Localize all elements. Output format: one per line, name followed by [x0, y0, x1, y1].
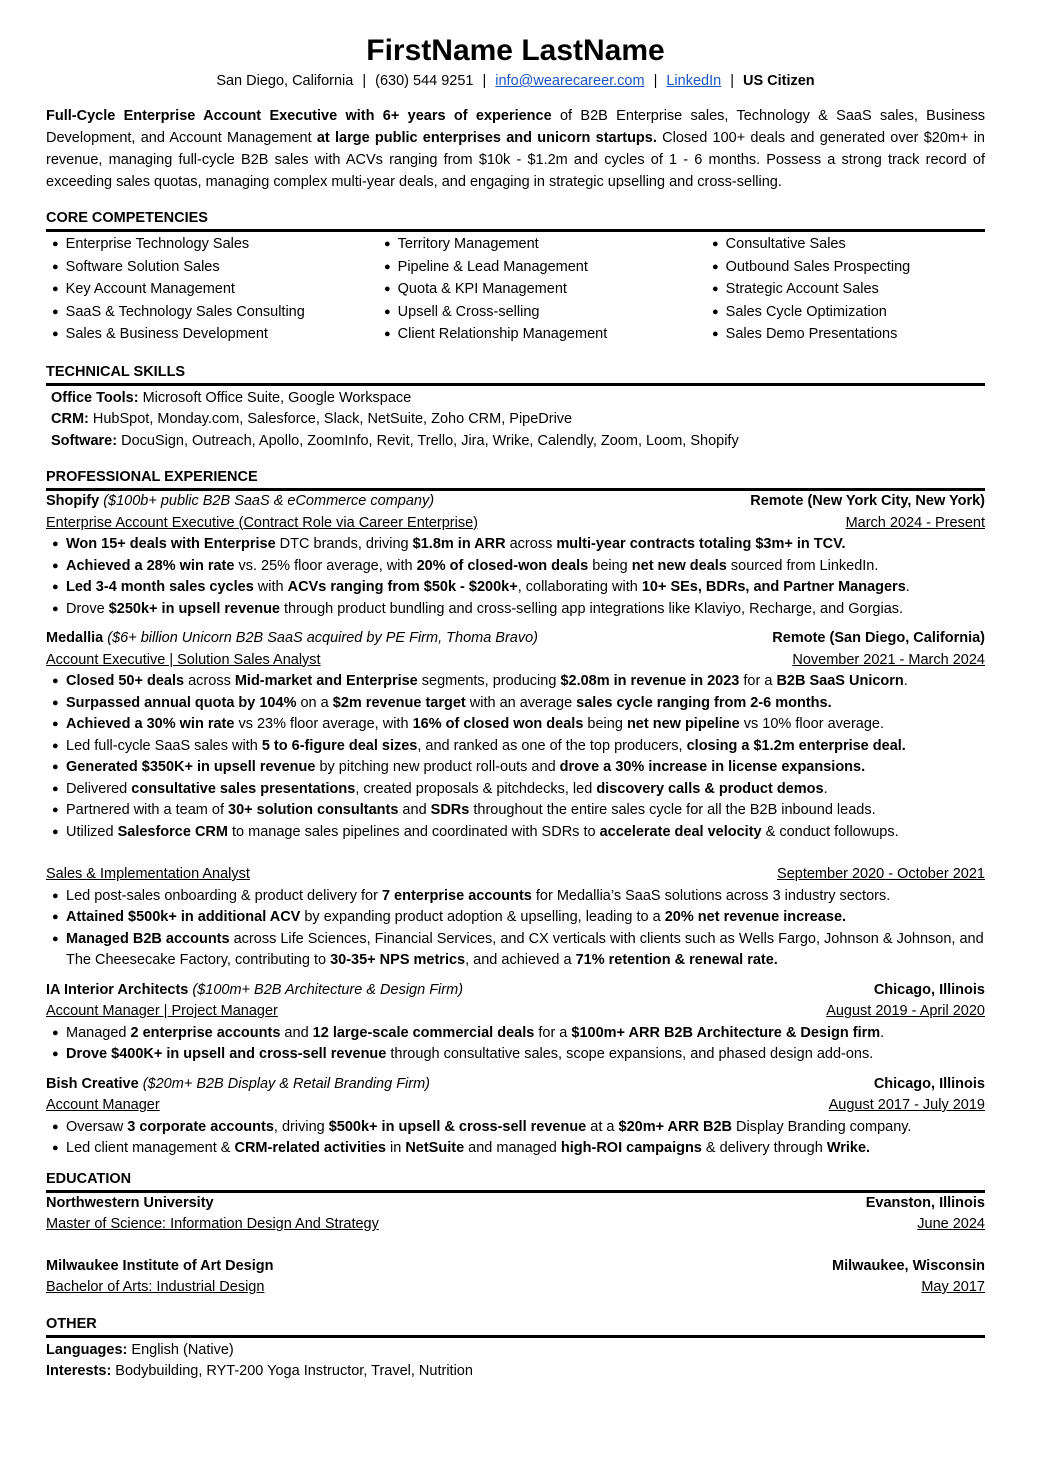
bullet-text: through consultative sales, scope expansions, and phased design add-ons. [386, 1046, 874, 1062]
bullet-text: DTC brands, driving [275, 536, 413, 552]
bullet-text: , and achieved a [465, 952, 576, 968]
bullet-text: with an average [465, 694, 577, 711]
email-link[interactable]: info@wearecareer.com [495, 73, 645, 89]
competency-item: ● Enterprise Technology Sales [52, 234, 384, 257]
bullet-text: being [583, 716, 627, 732]
section-heading: OTHER [46, 1314, 985, 1338]
bullet-text: across Life Sciences, Financial Services, and CX verticals with clients such as Wells Fargo, Johnson & Johnson, and The Cheesecake Factory, contributing to [66, 930, 984, 968]
skill-value: HubSpot, Monday.com, Salesforce, Slack, NetSuite, Zoho CRM, PipeDrive [88, 411, 573, 427]
job-entry [46, 1074, 985, 1160]
competency-item: ● Quota & KPI Management [384, 279, 712, 302]
bullet-emphasis: Wrike. [826, 1140, 871, 1156]
company-description: ($100m+ B2B Architecture & Design Firm) [192, 981, 464, 998]
bullet-item [66, 671, 985, 693]
summary-emphasis: Full-Cycle Enterprise Account Executive with 6+ years of experience [46, 108, 552, 124]
bullet-item [66, 886, 985, 908]
company-description: ($6+ billion Unicorn B2B SaaS acquired by PE Firm, Thoma Bravo) [107, 630, 539, 646]
bullet-emphasis: SDRs [430, 802, 470, 818]
degree-row [46, 1214, 985, 1236]
job-title: Account Manager | Project Manager [46, 1003, 278, 1019]
other-list [46, 1340, 985, 1383]
bullet-emphasis: 30-35+ NPS metrics [330, 952, 466, 968]
bullet-emphasis: Won 15+ deals with Enterprise [66, 536, 276, 552]
bullet-emphasis: 12 large-scale commercial deals [312, 1024, 535, 1041]
company-line [46, 1074, 430, 1096]
competency-item: ● Consultative Sales [712, 234, 910, 257]
bullet-emphasis: Surpassed annual quota by 104% [66, 694, 297, 711]
bullet-item [66, 1023, 985, 1045]
bullet-emphasis: 20% net revenue increase. [664, 909, 847, 925]
bullet-emphasis: 10+ SEs, BDRs, and Partner Managers [641, 579, 906, 595]
job-title: Account Executive | Solution Sales Analyst [46, 651, 321, 668]
job-dates: August 2017 - July 2019 [828, 1097, 985, 1113]
company-row [46, 980, 985, 1002]
summary-text: of B2B Enterprise sales, Technology & SaaS sales, Business Development, and Account Management [46, 108, 986, 146]
bullet-item [66, 556, 985, 578]
bullet-item [66, 577, 985, 599]
competency-item: ● Sales Demo Presentations [712, 324, 910, 347]
contact-line [46, 71, 985, 91]
school-row [46, 1256, 985, 1278]
other-label: Interests: [46, 1363, 112, 1379]
degree-date: June 2024 [917, 1216, 985, 1232]
separator: | [730, 73, 734, 89]
bullet-text: throughout the entire sales cycle for all the B2B inbound leads. [469, 802, 876, 818]
competency-item: ● Territory Management [384, 234, 712, 257]
bullet-list [46, 1117, 985, 1160]
job-location: Chicago, Illinois [873, 981, 985, 998]
skill-value: DocuSign, Outreach, Apollo, ZoomInfo, Revit, Trello, Jira, Wrike, Calendly, Zoom, Loom, Shopify [117, 432, 739, 449]
bullet-emphasis: Mid-market and Enterprise [234, 673, 418, 689]
job-entry [46, 628, 985, 972]
education-section [46, 1169, 985, 1299]
skill-line [51, 388, 985, 410]
bullet-emphasis: Achieved a 30% win rate [66, 716, 235, 732]
bullet-text: at a [586, 1118, 619, 1135]
bullet-text: Managed [66, 1024, 131, 1041]
bullet-list [46, 671, 985, 843]
job-title: Sales & Implementation Analyst [46, 866, 250, 882]
competency-item: ● Sales & Business Development [52, 324, 384, 347]
bullet-text: vs 10% floor average. [739, 716, 885, 732]
bullet-text: . [823, 780, 828, 797]
bullet-emphasis: $250k+ in upsell revenue [108, 600, 280, 617]
school-row [46, 1193, 985, 1215]
company-line [46, 980, 463, 1002]
bullet-emphasis: $100m+ ARR B2B Architecture & Design firm [571, 1024, 881, 1041]
school-name: Northwestern University [46, 1194, 214, 1211]
location-text: San Diego, California [216, 73, 354, 89]
degree-date: May 2017 [921, 1279, 985, 1295]
bullet-emphasis: $1.8m in ARR [412, 536, 506, 552]
bullet-emphasis: CRM-related activities [234, 1140, 386, 1156]
bullet-text: and [398, 802, 431, 818]
bullet-text: , collaborating with [517, 579, 642, 595]
bullet-emphasis: sales cycle ranging from 2-6 months. [576, 694, 832, 711]
role-row [46, 1001, 985, 1023]
role-row [46, 1095, 985, 1117]
bullet-text: Oversaw [66, 1118, 128, 1135]
bullet-text: with [253, 579, 288, 595]
company-row [46, 491, 985, 513]
bullet-text: & conduct followups. [761, 823, 899, 840]
school-location: Evanston, Illinois [865, 1194, 985, 1211]
degree-name: Bachelor of Arts: Industrial Design [46, 1279, 265, 1295]
bullet-text: , driving [273, 1118, 329, 1135]
competencies-column [384, 234, 712, 347]
bullet-text: across [184, 673, 235, 689]
bullet-text: Led client management & [66, 1140, 235, 1156]
bullet-emphasis: Closed 50+ deals [66, 673, 185, 689]
school-location: Milwaukee, Wisconsin [832, 1257, 985, 1274]
bullet-emphasis: 3 corporate accounts [127, 1118, 274, 1135]
bullet-emphasis: discovery calls & product demos [596, 780, 824, 797]
company-description: ($20m+ B2B Display & Retail Branding Firm) [142, 1075, 431, 1092]
bullet-text: & delivery through [701, 1140, 827, 1156]
linkedin-link[interactable]: LinkedIn [666, 73, 722, 89]
bullet-text: for Medallia’s SaaS solutions across 3 industry sectors. [531, 887, 891, 904]
company-name: IA Interior Architects [46, 981, 189, 998]
bullet-item [66, 714, 985, 736]
bullet-text: . [905, 579, 910, 595]
bullet-text: and managed [464, 1140, 561, 1156]
job-entry [46, 491, 985, 620]
skill-value: Microsoft Office Suite, Google Workspace [138, 389, 412, 406]
bullet-text: by pitching new product roll-outs and [315, 759, 560, 775]
bullet-emphasis: Achieved a 28% win rate [66, 557, 235, 574]
bullet-item [66, 534, 985, 556]
other-value: English (Native) [127, 1341, 234, 1358]
company-description: ($100b+ public B2B SaaS & eCommerce company) [103, 493, 435, 509]
bullet-emphasis: $500k+ in upsell & cross-sell revenue [328, 1118, 587, 1135]
competencies-grid [46, 234, 985, 347]
bullet-item [66, 779, 985, 801]
bullet-item [66, 757, 985, 779]
competency-item: ● SaaS & Technology Sales Consulting [52, 302, 384, 325]
bullet-item [66, 907, 985, 929]
bullet-emphasis: $2m revenue target [332, 694, 466, 711]
candidate-name: FirstName LastName [366, 34, 665, 67]
summary-emphasis: at large public enterprises and unicorn startups. [316, 130, 657, 146]
bullet-item [66, 1117, 985, 1139]
languages-line [46, 1340, 985, 1362]
competency-item: ● Strategic Account Sales [712, 279, 910, 302]
bullet-text: , and ranked as one of the top producers, [417, 737, 687, 754]
job-dates: September 2020 - October 2021 [777, 866, 985, 882]
bullet-emphasis: closing a $1.2m enterprise deal. [686, 737, 906, 754]
bullet-emphasis: Generated $350K+ in upsell revenue [66, 759, 316, 775]
bullet-emphasis: Drove $400K+ in upsell and cross-sell revenue [66, 1046, 387, 1062]
competency-item: ● Software Solution Sales [52, 257, 384, 280]
skills-section [46, 362, 985, 453]
bullet-text: for a [739, 673, 777, 689]
separator: | [482, 73, 487, 89]
summary-paragraph [46, 105, 985, 193]
section-heading: EDUCATION [46, 1169, 985, 1193]
company-line [46, 491, 434, 513]
bullet-emphasis: 71% retention & renewal rate. [575, 952, 778, 968]
bullet-text: being [588, 557, 632, 574]
experience-section [46, 467, 985, 1160]
bullet-emphasis: consultative sales presentations [131, 780, 356, 797]
bullet-text: in [385, 1140, 406, 1156]
other-section [46, 1314, 985, 1383]
bullet-emphasis: Attained $500k+ in additional ACV [66, 909, 301, 925]
competencies-column [46, 234, 384, 347]
bullet-text: and [280, 1024, 313, 1041]
job-location: Remote (San Diego, California) [772, 630, 985, 646]
citizenship-text: US Citizen [742, 73, 815, 89]
skill-line [51, 431, 985, 453]
bullet-emphasis: Managed B2B accounts [66, 930, 230, 947]
bullet-text: Led post-sales onboarding & product delivery for [66, 887, 382, 904]
bullet-text: vs 23% floor average, with [234, 716, 413, 732]
bullet-item [66, 693, 985, 715]
competency-item: ● Key Account Management [52, 279, 384, 302]
bullet-text: Utilized [66, 823, 118, 840]
bullet-emphasis: 2 enterprise accounts [130, 1024, 281, 1041]
bullet-list [46, 1023, 985, 1066]
bullet-emphasis: net new pipeline [626, 716, 740, 732]
bullet-text: through product bundling and cross-selling app integrations like Klaviyo, Recharge, and Gorgias. [280, 600, 904, 617]
other-label: Languages: [46, 1341, 128, 1358]
bullet-text: Drove [66, 600, 109, 617]
bullet-emphasis: 16% of closed won deals [412, 716, 584, 732]
bullet-text: , created proposals & pitchdecks, led [355, 780, 597, 797]
bullet-emphasis: multi-year contracts totaling $3m+ in TCV. [556, 536, 846, 552]
bullet-text: Display Branding company. [732, 1118, 912, 1135]
bullet-emphasis: $20m+ ARR B2B [618, 1118, 732, 1135]
job-dates: March 2024 - Present [845, 514, 985, 531]
bullet-emphasis: 30+ solution consultants [228, 802, 399, 818]
company-row [46, 1074, 985, 1096]
bullet-item [66, 800, 985, 822]
bullet-list [46, 886, 985, 972]
bullet-text: for a [534, 1024, 572, 1041]
bullet-emphasis: net new deals [631, 557, 727, 574]
bullet-text: across [505, 536, 557, 552]
bullet-emphasis: ACVs ranging from $50k - $200k+ [287, 579, 518, 595]
bullet-item [66, 736, 985, 758]
company-line [46, 628, 538, 650]
bullet-emphasis: drove a 30% increase in license expansions. [559, 759, 866, 775]
bullet-text: Partnered with a team of [66, 802, 228, 818]
bullet-emphasis: 20% of closed-won deals [416, 557, 589, 574]
role-row [46, 864, 985, 886]
company-row [46, 628, 985, 650]
bullet-emphasis: 7 enterprise accounts [381, 887, 532, 904]
bullet-emphasis: 5 to 6-figure deal sizes [261, 737, 418, 754]
bullet-list [46, 534, 985, 620]
skills-list [46, 388, 985, 453]
bullet-item [66, 822, 985, 844]
bullet-emphasis: accelerate deal velocity [599, 823, 762, 840]
separator: | [653, 73, 658, 89]
bullet-text: by expanding product adoption & upselling, leading to a [300, 909, 665, 925]
bullet-text: on a [296, 694, 333, 711]
skill-label: CRM: [51, 411, 89, 427]
degree-name: Master of Science: Information Design And Strategy [46, 1216, 379, 1232]
bullet-item [66, 1138, 985, 1160]
skill-label: Office Tools: [51, 389, 139, 406]
bullet-text: Led full-cycle SaaS sales with [66, 737, 262, 754]
bullet-text: segments, producing [417, 673, 561, 689]
competency-item: ● Pipeline & Lead Management [384, 257, 712, 280]
company-name: Medallia [46, 630, 104, 646]
competency-item: ● Sales Cycle Optimization [712, 302, 910, 325]
competency-item: ● Client Relationship Management [384, 324, 712, 347]
job-title: Account Manager [46, 1097, 160, 1113]
competencies-column [712, 234, 910, 347]
competencies-section [46, 208, 985, 347]
section-heading: TECHNICAL SKILLS [46, 362, 985, 386]
summary-text: Closed 100+ deals and generated over $20m+ in revenue, managing full-cycle B2B sales with ACVs ranging from $10k - $1.2m and cycles of 1 - 6 months. Possess a strong track record of exceeding sales quotas, managing complex multi-year deals, and engaging in strategic upselling and cross-selling. [46, 130, 985, 190]
job-entry [46, 980, 985, 1066]
phone-text: (630) 544 9251 [375, 73, 474, 89]
section-heading: CORE COMPETENCIES [46, 208, 985, 232]
bullet-text: Delivered [66, 780, 132, 797]
bullet-text: . [903, 673, 908, 689]
other-value: Bodybuilding, RYT-200 Yoga Instructor, Travel, Nutrition [111, 1363, 473, 1379]
competency-item: ● Upsell & Cross-selling [384, 302, 712, 325]
bullet-emphasis: high-ROI campaigns [560, 1140, 702, 1156]
bullet-text: sourced from LinkedIn. [726, 557, 879, 574]
job-dates: November 2021 - March 2024 [792, 651, 985, 668]
bullet-emphasis: B2B SaaS Unicorn [776, 673, 904, 689]
bullet-emphasis: $2.08m in revenue in 2023 [560, 673, 740, 689]
job-title: Enterprise Account Executive (Contract Role via Career Enterprise) [46, 514, 478, 531]
role-row [46, 513, 985, 535]
bullet-emphasis: Salesforce CRM [117, 823, 228, 840]
skill-line [51, 409, 985, 431]
role-row [46, 650, 985, 672]
bullet-emphasis: NetSuite [405, 1140, 465, 1156]
degree-row [46, 1277, 985, 1299]
skill-label: Software: [51, 432, 118, 449]
company-name: Shopify [46, 493, 100, 509]
section-heading: PROFESSIONAL EXPERIENCE [46, 467, 985, 491]
job-location: Chicago, Illinois [873, 1075, 985, 1092]
competency-item: ● Outbound Sales Prospecting [712, 257, 910, 280]
bullet-item [66, 929, 985, 972]
bullet-item [66, 1044, 985, 1066]
separator: | [362, 73, 367, 89]
job-dates: August 2019 - April 2020 [826, 1003, 985, 1019]
job-location: Remote (New York City, New York) [750, 493, 985, 509]
bullet-text: to manage sales pipelines and coordinated with SDRs to [227, 823, 600, 840]
bullet-emphasis: Led 3-4 month sales cycles [66, 579, 254, 595]
school-name: Milwaukee Institute of Art Design [46, 1257, 274, 1274]
interests-line [46, 1361, 985, 1383]
bullet-text: . [880, 1024, 885, 1041]
company-name: Bish Creative [46, 1075, 139, 1092]
bullet-text: vs. 25% floor average, with [234, 557, 417, 574]
bullet-item [66, 599, 985, 621]
